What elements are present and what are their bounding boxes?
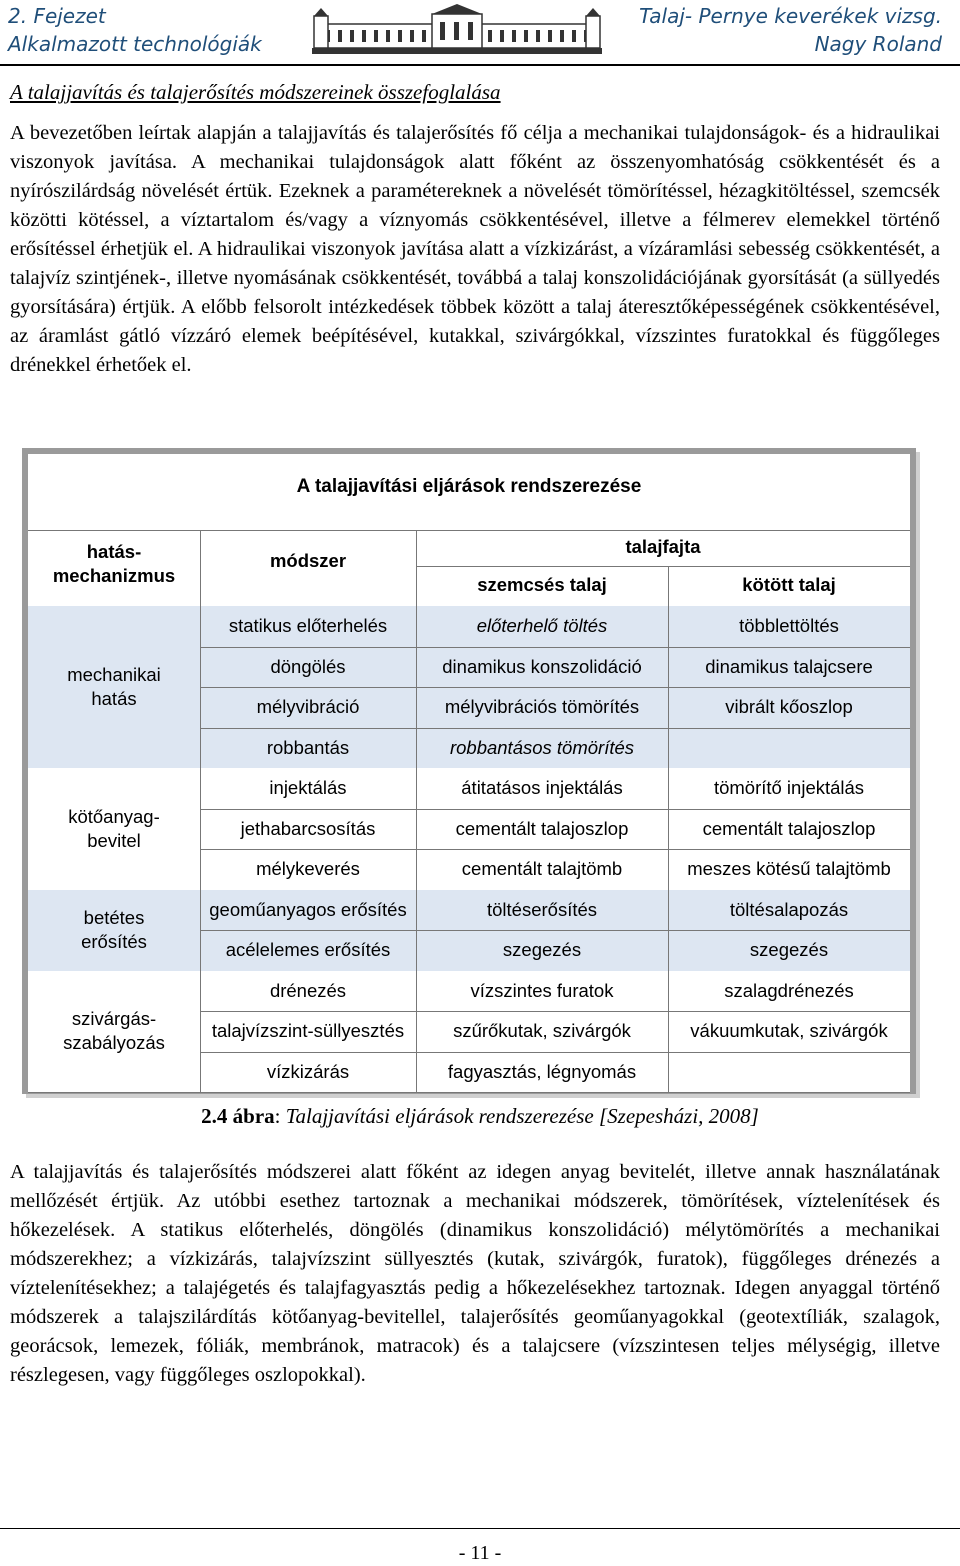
section-title: A talajjavítás és talajerősítés módszereinek összefoglalása xyxy=(10,80,501,104)
author-label: Nagy Roland xyxy=(814,32,942,56)
granular-cell: töltéserősítés xyxy=(486,898,598,920)
caption-text: Talajjavítási eljárások rendszerezése [Szepesházi, 2008] xyxy=(285,1104,759,1128)
row-rule xyxy=(200,809,910,810)
group-label: betétes erősítés xyxy=(81,907,147,952)
cohesive-cell: tömörítő injektálás xyxy=(713,777,865,798)
method-cell: injektálás xyxy=(269,777,347,798)
header-cohesive: kötött talaj xyxy=(742,574,836,595)
row-rule xyxy=(200,647,910,648)
header-left xyxy=(8,2,262,58)
granular-cell: szegezés xyxy=(502,939,582,960)
header-divider xyxy=(0,64,960,66)
paragraph-methods: A talajjavítás és talajerősítés módszerei alatt főként az idegen anyag bevitelét, illetve annak használatának mellőzését értjük. Az utóbbi esethez tartoznak a mechanikai módszerek, tömörítések, víztelenítések és hőkezelések. A statikus előterhelés, döngölés (dinamikus konszolidáció) mélytömörítés a mechanikai módszerekhez; a vízkizárás, talajvízszint süllyesztés (kutak, szivárgók, furatok), függőleges drénezés a víztelenítésekhez; a talajégetés és talajfagyasztás pedig a hőkezelésekhez tartoznak. Idegen anyaggal történő módszerek a talajszilárdítás kötőanyag-bevitellel, talajerősítés geoműanyagokkal (geotextíliák, szalagok, georácsok, lemezek, fóliák, membránok, matracok) és a talajcsere (vízszintesen teljes mélységig, illetve részlegesen, vagy függőleges oszlopokkal). xyxy=(10,1161,940,1386)
row-rule xyxy=(200,930,910,931)
row-rule xyxy=(200,687,910,688)
university-building-logo xyxy=(312,4,602,56)
method-cell: robbantás xyxy=(266,736,350,758)
header-soil-type: talajfajta xyxy=(625,536,701,557)
table-col-rule xyxy=(200,530,201,1092)
granular-cell: cementált talajtömb xyxy=(461,858,623,879)
cohesive-cell: szegezés xyxy=(749,939,829,960)
page-number: - 11 - xyxy=(458,1542,502,1564)
row-rule xyxy=(200,1052,910,1053)
granular-cell: átitatásos injektálás xyxy=(461,777,623,798)
cohesive-cell: vákuumkutak, szivárgók xyxy=(690,1020,888,1041)
cohesive-cell: többlettöltés xyxy=(739,615,839,636)
doc-title-label: Talaj- Pernye keverékek vizsg. xyxy=(639,4,942,28)
row-rule xyxy=(200,849,910,850)
header-method: módszer xyxy=(269,550,347,571)
method-cell: statikus előterhelés xyxy=(228,615,388,636)
header-mid-rule xyxy=(416,566,910,567)
granular-cell: mélyvibrációs tömörítés xyxy=(444,696,640,717)
method-cell: drénezés xyxy=(269,979,347,1001)
granular-cell: fagyasztás, légnyomás xyxy=(447,1060,637,1082)
header-right xyxy=(639,2,942,58)
granular-cell: előterhelő töltés xyxy=(476,615,608,636)
method-cell: döngölés xyxy=(270,655,346,677)
header-granular: szemcsés talaj xyxy=(477,574,607,595)
group-label: mechanikai hatás xyxy=(67,664,161,709)
method-cell: mélykeverés xyxy=(256,858,360,879)
cohesive-cell: cementált talajoszlop xyxy=(702,817,876,839)
group-rule xyxy=(28,1092,910,1093)
method-cell: vízkizárás xyxy=(266,1060,350,1082)
row-rule xyxy=(200,1011,910,1012)
chapter-label: 2. Fejezet xyxy=(8,4,106,28)
group-label: kötőanyag- bevitel xyxy=(68,805,160,851)
cohesive-cell: vibrált kőoszlop xyxy=(725,696,853,717)
cohesive-cell: dinamikus talajcsere xyxy=(705,655,873,677)
footer-divider xyxy=(0,1528,960,1529)
granular-cell: szűrőkutak, szivárgók xyxy=(453,1020,631,1041)
row-rule xyxy=(200,728,910,729)
method-cell: acélelemes erősítés xyxy=(225,939,391,960)
group-label: szivárgás- szabályozás xyxy=(63,1008,165,1054)
granular-cell: vízszintes furatok xyxy=(470,979,614,1001)
table-col-rule xyxy=(416,530,417,1092)
subject-label: Alkalmazott technológiák xyxy=(8,32,262,56)
caption-label: 2.4 ábra xyxy=(201,1104,275,1128)
cohesive-cell: meszes kötésű talajtömb xyxy=(687,858,891,879)
header-top-rule xyxy=(28,530,910,531)
granular-cell: dinamikus konszolidáció xyxy=(442,655,642,677)
method-cell: mélyvibráció xyxy=(256,696,360,717)
granular-cell: robbantásos tömörítés xyxy=(449,736,635,758)
caption-separator: : xyxy=(274,1104,286,1128)
classification-figure xyxy=(22,448,916,1094)
cohesive-cell: töltésalapozás xyxy=(729,898,849,920)
figure-caption xyxy=(0,1104,960,1129)
table-col-rule xyxy=(668,566,669,1092)
method-cell: geoműanyagos erősítés xyxy=(209,898,407,920)
cohesive-cell: szalagdrénezés xyxy=(724,979,854,1001)
granular-cell: cementált talajoszlop xyxy=(455,817,629,839)
figure-title: A talajjavítási eljárások rendszerezése xyxy=(296,476,642,497)
method-cell: jethabarcsosítás xyxy=(240,817,376,839)
header-mechanism: hatás- mechanizmus xyxy=(52,541,176,586)
paragraph-intro: A bevezetőben leírtak alapján a talajjavítás és talajerősítés fő célja a mechanikai tulajdonságok- és a hidraulikai viszonyok javítása. A mechanikai tulajdonságok alatt főként az összenyomhatóság csökkentését és a nyírószilárdság növelését értük. Ezeknek a paramétereknek a növelését tömörítéssel, hézagkitöltéssel, szemcsék közötti kötéssel, a víztartalom és/vagy a víznyomás csökkentésével, illetve a félmerev elemekkel történő erősítéssel érhetjük el. A hidraulikai viszonyok javítása alatt a vízkizárást, a vízáramlási sebesség csökkentését, a talajvíz szintjének-, illetve nyomásának csökkentését, továbbá a talaj konszolidációjának gyorsítását (a süllyedés gyorsítására) értjük. A előbb felsorolt intézkedések többek között a talaj áteresztőképességének csökkentésével, az áramlást gátló vízzáró elemek beépítésével, kutakkal, szivárgókkal, vízszintes furatokkal és függőleges drénekkel érhetőek el. xyxy=(10,122,940,376)
method-cell: talajvízszint-süllyesztés xyxy=(211,1020,405,1041)
